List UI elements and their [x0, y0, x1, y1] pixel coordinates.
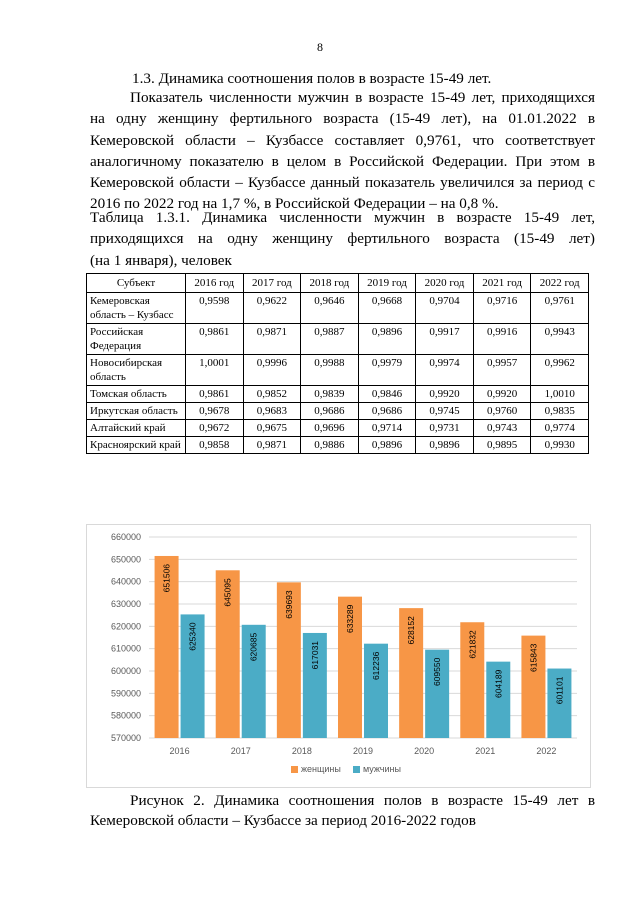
value-cell: 0,9917	[416, 324, 474, 355]
col-header: 2018 год	[301, 274, 359, 293]
caption-line: приходящихся на одну женщину фертильного возраста (15-49 лет)	[90, 230, 595, 248]
bar-chart	[87, 525, 590, 787]
table-row	[87, 420, 589, 437]
paragraph-line: Кемеровской области – Кузбассе данный показатель увеличился за период с	[90, 174, 595, 192]
data-label: 620685	[248, 632, 259, 662]
table-row	[87, 386, 589, 403]
value-cell: 0,9861	[186, 386, 244, 403]
subject-cell: Томская область	[87, 386, 186, 403]
table-header-row	[87, 274, 589, 293]
data-label: 615843	[528, 643, 539, 672]
value-cell: 0,9686	[301, 403, 359, 420]
x-tick-label: 2018	[291, 746, 312, 756]
x-tick-label: 2016	[169, 746, 190, 756]
value-cell: 0,9996	[243, 355, 301, 386]
value-cell: 0,9920	[473, 386, 531, 403]
value-cell: 0,9678	[186, 403, 244, 420]
x-tick-label: 2022	[536, 746, 557, 756]
data-label: 601101	[554, 676, 565, 705]
data-label: 639693	[283, 590, 294, 619]
value-cell: 0,9745	[416, 403, 474, 420]
value-cell: 0,9852	[243, 386, 301, 403]
subject-cell: Новосибирская область	[87, 355, 186, 386]
col-header: 2020 год	[416, 274, 474, 293]
body-paragraph	[90, 87, 595, 215]
subject-cell: Красноярский край	[87, 437, 186, 454]
col-header: 2017 год	[243, 274, 301, 293]
table-row	[87, 403, 589, 420]
value-cell: 0,9714	[358, 420, 416, 437]
paragraph-line: 2016 по 2022 год на 1,7 %, в Российской Федерации – на 0,8 %.	[90, 195, 499, 213]
table-row	[87, 324, 589, 355]
paragraph-line: Кемеровской области – Кузбассе составляет 0,9761, что соответствует	[90, 131, 595, 149]
value-cell: 0,9835	[531, 403, 589, 420]
value-cell: 1,0010	[531, 386, 589, 403]
page-number: 8	[317, 40, 323, 54]
y-tick-label: 590000	[110, 688, 141, 699]
value-cell: 0,9896	[358, 437, 416, 454]
value-cell: 0,9974	[416, 355, 474, 386]
value-cell: 0,9957	[473, 355, 531, 386]
table-row	[87, 437, 589, 454]
value-cell: 0,9858	[186, 437, 244, 454]
data-label: 621832	[467, 630, 478, 659]
col-header: 2021 год	[473, 274, 531, 293]
value-cell: 0,9743	[473, 420, 531, 437]
value-cell: 0,9930	[531, 437, 589, 454]
value-cell: 0,9871	[243, 324, 301, 355]
value-cell: 0,9675	[243, 420, 301, 437]
caption-line: (на 1 января), человек	[90, 251, 232, 269]
chart-frame	[86, 524, 591, 788]
value-cell: 0,9979	[358, 355, 416, 386]
value-cell: 0,9943	[531, 324, 589, 355]
table-row	[87, 293, 589, 324]
subject-cell: Кемеровская область – Кузбасс	[87, 293, 186, 324]
data-label: 633289	[345, 604, 355, 634]
col-header: 2016 год	[186, 274, 244, 293]
value-cell: 0,9871	[243, 437, 301, 454]
data-label: 645095	[222, 578, 233, 607]
data-label: 651506	[161, 563, 172, 593]
value-cell: 0,9760	[473, 403, 531, 420]
legend-swatch	[291, 766, 298, 773]
value-cell: 0,9716	[473, 293, 531, 324]
paragraph-line: на одну женщину фертильного возраста (15-49 лет), на 01.01.2022 в	[90, 110, 595, 128]
legend-label: женщины	[301, 764, 341, 774]
data-label: 609550	[432, 657, 443, 687]
y-tick-label: 600000	[110, 666, 141, 676]
value-cell: 0,9668	[358, 293, 416, 324]
value-cell: 0,9761	[531, 293, 589, 324]
caption-line: Рисунок 2. Динамика соотношения полов в возрасте 15-49 лет в	[130, 792, 595, 809]
y-tick-label: 640000	[110, 576, 141, 587]
x-tick-label: 2017	[230, 746, 251, 756]
legend-label: мужчины	[363, 764, 401, 774]
value-cell: 1,0001	[186, 355, 244, 386]
value-cell: 0,9920	[416, 386, 474, 403]
table-row	[87, 355, 589, 386]
figure-caption	[90, 790, 595, 830]
paragraph-line: аналогичному показателю в целом в Российской Федерации. При этом в	[90, 152, 595, 170]
data-label: 617031	[309, 640, 320, 670]
value-cell: 0,9839	[301, 386, 359, 403]
value-cell: 0,9683	[243, 403, 301, 420]
value-cell: 0,9861	[186, 324, 244, 355]
y-tick-label: 570000	[110, 733, 141, 743]
col-header: 2022 год	[531, 274, 589, 293]
caption-line: Таблица 1.3.1. Динамика численности мужчин в возрасте 15-49 лет,	[90, 209, 595, 226]
value-cell: 0,9886	[301, 437, 359, 454]
col-header: Субъект	[87, 274, 186, 293]
value-cell: 0,9962	[531, 355, 589, 386]
subject-cell: Алтайский край	[87, 420, 186, 437]
section-heading: 1.3. Динамика соотношения полов в возрасте 15-49 лет.	[132, 70, 492, 87]
value-cell: 0,9916	[473, 324, 531, 355]
value-cell: 0,9896	[358, 324, 416, 355]
value-cell: 0,9622	[243, 293, 301, 324]
value-cell: 0,9696	[301, 420, 359, 437]
legend-swatch	[353, 766, 360, 773]
value-cell: 0,9887	[301, 324, 359, 355]
paragraph-line: Показатель численности мужчин в возрасте 15-49 лет, приходящихся	[130, 89, 595, 106]
value-cell: 0,9686	[358, 403, 416, 420]
data-label: 628152	[406, 616, 417, 645]
value-cell: 0,9731	[416, 420, 474, 437]
y-tick-label: 630000	[110, 599, 141, 609]
value-cell: 0,9598	[186, 293, 244, 324]
data-label: 625340	[187, 622, 198, 651]
caption-line: Кемеровской области – Кузбассе за период 2016-2022 годов	[90, 812, 476, 829]
col-header: 2019 год	[358, 274, 416, 293]
table-caption	[90, 207, 595, 271]
subject-cell: Российская Федерация	[87, 324, 186, 355]
value-cell: 0,9895	[473, 437, 531, 454]
value-cell: 0,9646	[301, 293, 359, 324]
x-tick-label: 2020	[414, 746, 435, 756]
y-tick-label: 660000	[110, 532, 141, 542]
subject-cell: Иркутская область	[87, 403, 186, 420]
value-cell: 0,9988	[301, 355, 359, 386]
y-tick-label: 620000	[110, 621, 141, 632]
data-label: 612236	[371, 651, 381, 681]
value-cell: 0,9704	[416, 293, 474, 324]
y-tick-label: 580000	[110, 710, 141, 721]
value-cell: 0,9672	[186, 420, 244, 437]
value-cell: 0,9774	[531, 420, 589, 437]
value-cell: 0,9846	[358, 386, 416, 403]
data-table	[86, 273, 589, 454]
data-label: 604189	[493, 669, 504, 699]
y-tick-label: 610000	[110, 643, 141, 654]
value-cell: 0,9896	[416, 437, 474, 454]
y-tick-label: 650000	[110, 554, 141, 565]
x-tick-label: 2021	[475, 746, 496, 756]
x-tick-label: 2019	[352, 746, 374, 756]
